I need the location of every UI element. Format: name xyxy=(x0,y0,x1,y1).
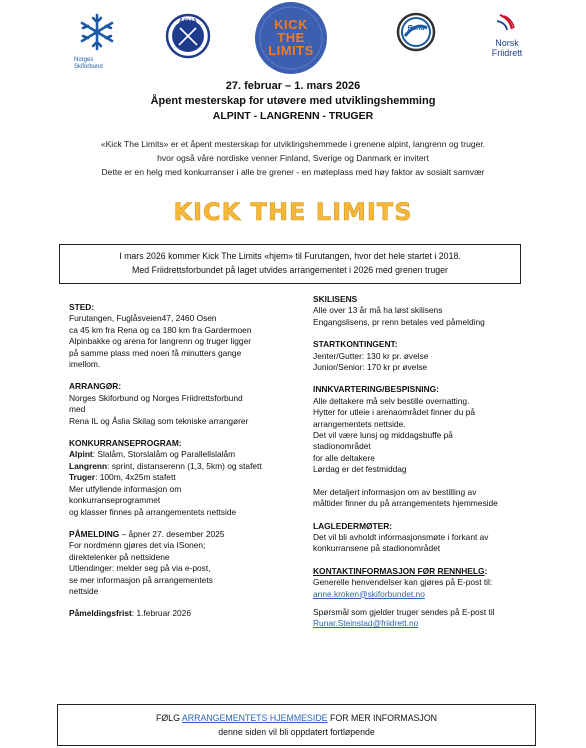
pameldingsfrist-value: : 1.februar 2026 xyxy=(131,608,191,619)
kick-text-2: THE xyxy=(277,30,305,45)
email-link-anne[interactable]: anne.kroken@skiforbundet.no xyxy=(313,588,425,599)
footer-line-2: denne siden vil bli oppdatert fortløpende xyxy=(218,727,375,737)
homepage-link[interactable]: ARRANGEMENTETS HJEMMESIDE xyxy=(181,713,328,723)
program-langrenn-value: : sprint, distanserenn (1,3, 5km) og stafett xyxy=(107,460,262,471)
kick-text-3: LIMITS xyxy=(268,43,314,58)
info-line-2: Med Friidrettsforbundet på laget utvides arrangementet i 2026 med grenen truger xyxy=(132,265,448,275)
skilisens-line: Engangslisens, pr renn betales ved påmelding xyxy=(313,316,485,327)
sted-line: Alpinbakke og arena for langrenn og truger ligger xyxy=(69,336,252,347)
sted-heading: STED: xyxy=(69,302,95,312)
innkvartering-line: Hytter for utleie i arenaområdet finner du på xyxy=(313,407,476,418)
aslia-text: ÅSLIA xyxy=(179,19,197,25)
innkvartering-line: Mer detaljert informasjon om av bestilling av xyxy=(313,486,477,497)
pameldingsfrist xyxy=(69,608,299,619)
arrangor-line: med xyxy=(69,404,86,415)
innkvartering-line: måltider finner du på arrangementets hjemmeside xyxy=(313,498,498,509)
innkvartering-line: for alle deltakere xyxy=(313,452,375,463)
kontakt-heading-text: KONTAKTINFORMASJON FØR RENNHELG xyxy=(313,565,485,576)
kick-text-1: KICK xyxy=(274,17,308,32)
pamelding-heading xyxy=(69,529,299,540)
program-truger-label: Truger xyxy=(69,472,96,483)
right-column xyxy=(313,294,543,630)
kontakt-heading xyxy=(313,566,543,577)
kontakt-line: Spørsmål som gjelder truger sendes på E-post til xyxy=(313,606,495,617)
innkvartering-line: Lørdag er det festmiddag xyxy=(313,464,407,475)
snowflake-icon xyxy=(72,12,122,52)
sted-line: ca 45 km fra Rena og ca 180 km fra Gardermoen xyxy=(69,324,252,335)
rena-badge-icon xyxy=(396,10,436,54)
pamelding-line: se mer informasjon på arrangementets xyxy=(69,574,213,585)
event-date: 27. februar – 1. mars 2026 xyxy=(225,80,361,92)
innkvartering-line: stadionområdet xyxy=(313,441,371,452)
program-line: Mer utfyllende informasjon om xyxy=(69,483,182,494)
innkvartering-line: Det vil være lunsj og middagsbuffe på xyxy=(313,430,453,441)
logo-row xyxy=(0,0,586,75)
lagledermoter-heading: LAGLEDERMØTER: xyxy=(313,520,393,531)
startkontingent-heading: STARTKONTINGENT: xyxy=(313,339,398,350)
friidrett-text-1: Norsk xyxy=(495,38,519,48)
email-link-runar[interactable]: Runar.Steinstad@friidrett.no xyxy=(313,618,419,629)
intro-line-1: «Kick The Limits» er et åpent mesterskap for utviklingshemmede i grenene alpint, langrenn og truger. xyxy=(100,139,486,149)
footer-pre: FØLG xyxy=(155,713,182,723)
program-truger-value: : 100m, 4x25m stafett xyxy=(95,472,176,483)
footer-box xyxy=(57,704,536,746)
innkvartering-heading: INNKVARTERING/BESPISNING: xyxy=(313,384,439,395)
pamelding-label: PÅMELDING xyxy=(69,528,120,539)
skiforbund-logo xyxy=(72,12,122,68)
kontakt-heading-colon: : xyxy=(484,565,488,576)
arrangor-heading: ARRANGØR: xyxy=(69,381,122,392)
skilisens-line: Alle over 13 år må ha løst skilisens xyxy=(313,305,443,316)
footer-post: FOR MER INFORMASJON xyxy=(327,713,438,723)
innkvartering-line: arrangementets nettside. xyxy=(313,418,406,429)
footer-line-1 xyxy=(58,711,535,725)
friidrett-swoosh-icon xyxy=(482,13,532,33)
program-truger xyxy=(69,472,299,483)
event-subtitle: Åpent mesterskap for utøvere med utviklingshemming xyxy=(150,95,436,107)
innkvartering-line: Alle deltakere må selv bestille overnatting. xyxy=(313,395,470,406)
event-disciplines: ALPINT - LANGRENN - TRUGER xyxy=(212,110,374,122)
skiforbund-text-2: Skiforbund xyxy=(74,64,103,70)
main-title: KICK THE LIMITS xyxy=(173,198,413,226)
pamelding-line: Utlendinger: melder seg på via e-post, xyxy=(69,563,211,574)
pameldingsfrist-label: Påmeldingsfrist xyxy=(69,608,132,619)
program-langrenn xyxy=(69,461,299,472)
kick-the-limits-logo xyxy=(254,1,328,75)
intro-line-3: Dette er en helg med konkurranser i alle tre grener - en møteplass med høy faktor av sosialt samvær xyxy=(101,167,485,177)
rena-text: Rena xyxy=(407,25,425,32)
rena-logo xyxy=(396,10,436,54)
pamelding-value: – åpner 27. desember 2025 xyxy=(119,528,225,539)
program-alpint-label: Alpint xyxy=(69,449,93,460)
program-alpint xyxy=(69,449,299,460)
left-column xyxy=(69,302,299,620)
arrangor-line: Rena IL og Åslia Skilag som tekniske arrangører xyxy=(69,415,249,426)
pamelding-line: For nordmenn gjøres det via ISonen; xyxy=(69,540,206,551)
sted-line: Furutangen, Fuglåsveien47, 2460 Osen xyxy=(69,313,217,324)
program-alpint-value: : Slalåm, Storslalåm og Parallellslalåm xyxy=(92,449,236,460)
friidrett-text-2: Friidrett xyxy=(491,48,523,58)
program-langrenn-label: Langrenn xyxy=(69,460,108,471)
info-box xyxy=(59,244,521,284)
skilisens-heading: SKILISENS xyxy=(313,294,358,304)
kontakt-line: Generelle henvendelser kan gjøres på E-post til: xyxy=(313,577,493,588)
program-heading: KONKURRANSEPROGRAM: xyxy=(69,438,182,449)
startkontingent-line: Jenter/Gutter: 130 kr pr. øvelse xyxy=(313,350,429,361)
program-line: konkurranseprogrammet xyxy=(69,495,161,506)
arrangor-line: Norges Skiforbund og Norges Friidrettsforbund xyxy=(69,392,243,403)
sted-line: på samme plass med noen få minutters gange xyxy=(69,347,242,358)
aslia-logo xyxy=(165,12,211,62)
sted-line: imellom. xyxy=(69,359,101,370)
pamelding-line: direktelenker på nettsidene xyxy=(69,551,170,562)
info-line-1: I mars 2026 kommer Kick The Limits «hjem» til Furutangen, hvor det hele startet i 2018. xyxy=(119,251,461,261)
skiforbund-text-1: Norges xyxy=(74,57,94,63)
lagledermoter-line: Det vil bli avholdt informasjonsmøte i forkant av xyxy=(313,531,489,542)
program-line: og klasser finnes på arrangementets nettside xyxy=(69,506,237,517)
pamelding-line: nettside xyxy=(69,585,99,596)
intro-line-2: hvor også våre nordiske venner Finland, Sverige og Danmark er invitert xyxy=(157,153,429,163)
lagledermoter-line: konkurransene på stadionområdet xyxy=(313,543,441,554)
startkontingent-line: Junior/Senior: 170 kr pr øvelse xyxy=(313,362,428,373)
friidrett-logo xyxy=(482,13,532,65)
